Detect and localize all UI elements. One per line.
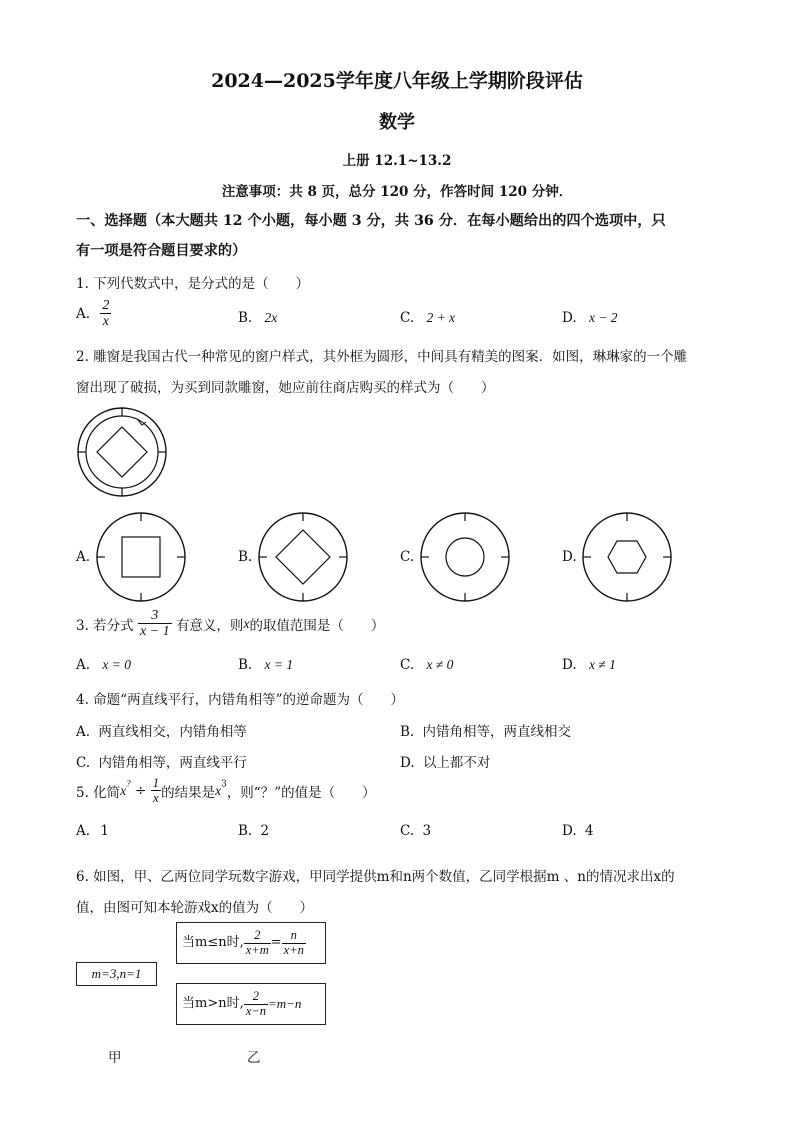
q3-frac-den: x − 1	[139, 624, 170, 640]
q4-option-c-label: C.	[76, 755, 91, 771]
q4-option-d-label: D.	[400, 755, 415, 771]
q4-option-b[interactable]	[400, 720, 571, 740]
q5-prefix: 5. 化简	[76, 784, 121, 801]
q5-frac-den: x	[151, 790, 162, 805]
q1-option-c-label: C.	[400, 310, 415, 326]
q6-stem-line2: 值，由图可知本轮游戏x的值为（ ）	[76, 900, 314, 916]
q6-rule1-frac-left	[244, 929, 271, 958]
q1-option-c-text: 2 + x	[426, 310, 456, 325]
q1-option-a[interactable]	[76, 298, 111, 330]
q6-label-yi: 乙	[247, 1050, 261, 1066]
q6-rule1-den: x+m	[245, 942, 269, 957]
q3-frac-num: 3	[151, 608, 159, 623]
q3-option-b-text: x = 1	[264, 657, 294, 672]
q5-option-d-text: 4	[584, 823, 594, 839]
q5-stem	[76, 776, 376, 806]
q3-option-c[interactable]	[400, 657, 453, 673]
q5-option-c-text: 3	[422, 823, 432, 839]
q5-option-b-label: B.	[238, 823, 253, 839]
q1-option-c[interactable]	[400, 310, 455, 326]
q1-stem: 1. 下列代数式中，是分式的是（ ）	[76, 276, 310, 292]
q3-fraction	[138, 608, 172, 640]
q3-option-c-text: x ≠ 0	[426, 657, 454, 672]
q1-option-d-label: D.	[562, 310, 577, 326]
q3-stem	[76, 608, 384, 640]
q1-option-b-label: B.	[238, 310, 253, 326]
q6-rule1-rnum: n	[290, 927, 297, 942]
q3-option-d-text: x ≠ 1	[588, 657, 616, 672]
q6-rule1-cond: 当m≤n时,	[182, 935, 244, 950]
q4-option-c-text: 内错角相等，两直线平行	[98, 755, 247, 771]
q5-base: x	[120, 782, 127, 798]
q6-rule2-den: x−n	[245, 1003, 266, 1018]
q3-option-a[interactable]	[76, 657, 131, 673]
q3-option-c-label: C.	[400, 657, 415, 673]
q6-rule1-num: 2	[254, 927, 261, 942]
q4-option-a[interactable]	[76, 720, 247, 740]
q1-option-a-fraction	[100, 298, 111, 330]
q1-option-a-den: x	[100, 313, 111, 329]
scope-line: 上册 12.1~13.2	[342, 153, 452, 169]
q5-option-d-label: D.	[562, 823, 577, 839]
subject-title: 数学	[379, 112, 415, 133]
q4-option-b-label: B.	[400, 724, 415, 740]
q6-stem-line1: 6. 如图，甲、乙两位同学玩数字游戏，甲同学提供m和n两个数值，乙同学根据m 、n的情况求出x的	[76, 869, 675, 885]
q6-rule1-frac-right	[282, 929, 306, 958]
q1-option-a-label: A.	[76, 305, 91, 322]
q6-rule1-box	[176, 922, 326, 964]
q2-option-a-label[interactable]: A.	[76, 549, 91, 565]
q5-option-d[interactable]	[562, 823, 594, 839]
q4-stem: 4. 命题“两直线平行，内错角相等”的逆命题为（ ）	[76, 692, 404, 708]
q6-input-box	[76, 962, 157, 986]
q2-option-c-label[interactable]: C.	[400, 549, 415, 565]
notice-line: 注意事项：共 8 页，总分 120 分，作答时间 120 分钟．	[221, 184, 573, 200]
q2-option-b-figure[interactable]	[257, 511, 349, 603]
q6-input-text: m=3,n=1	[91, 966, 142, 981]
q4-option-a-text: 两直线相交，内错角相等	[98, 724, 247, 740]
q6-rule2-cond: 当m>n时,	[182, 996, 244, 1011]
q6-rule1-eq: =	[270, 935, 282, 950]
q3-option-a-label: A.	[76, 657, 91, 673]
q5-frac-num: 1	[152, 775, 160, 790]
q3-option-b[interactable]	[238, 657, 293, 673]
q1-option-b-text: 2x	[264, 310, 278, 325]
q3-prefix: 3. 若分式	[76, 617, 134, 634]
q5-result-base: x	[215, 782, 222, 798]
q5-suffix: ，则“？”的值是（ ）	[226, 784, 376, 801]
q5-option-b[interactable]	[238, 823, 269, 839]
q5-exp: ?	[126, 778, 131, 789]
q5-result-exp: 3	[221, 779, 227, 790]
q5-option-a[interactable]	[76, 823, 109, 839]
q5-option-a-label: A.	[76, 823, 91, 839]
q2-stem-line2: 窗出现了破损，为买到同款雕窗，她应前往商店购买的样式为（ ）	[76, 380, 495, 396]
q1-option-b[interactable]	[238, 310, 277, 326]
broken-window-figure	[76, 406, 168, 498]
exam-title: 2024—2025学年度八年级上学期阶段评估	[211, 70, 583, 92]
q5-option-c[interactable]	[400, 823, 431, 839]
q4-option-a-label: A.	[76, 724, 91, 740]
q2-option-d-label[interactable]: D.	[562, 549, 577, 565]
q1-option-d-text: x − 2	[588, 310, 618, 325]
q5-option-c-label: C.	[400, 823, 415, 839]
q4-option-b-text: 内错角相等，两直线相交	[422, 724, 572, 740]
section-heading-line2: 有一项是符合题目要求的）	[76, 243, 247, 259]
q6-rule2-frac	[244, 990, 268, 1019]
q2-option-a-figure[interactable]	[95, 511, 187, 603]
q2-option-b-label[interactable]: B.	[238, 549, 253, 565]
q6-rule2-num: 2	[252, 988, 259, 1003]
section-heading-line1: 一、选择题（本大题共 12 个小题，每小题 3 分，共 36 分．在每小题给出的四个选项中，只	[76, 213, 666, 229]
q2-stem-line1: 2. 雕窗是我国古代一种常见的窗户样式，其外框为圆形，中间具有精美的图案．如图，琳琳家的一个雕	[76, 349, 688, 365]
q5-option-a-text: 1	[100, 823, 109, 839]
q4-option-d-text: 以上都不对	[422, 755, 491, 771]
q1-option-d[interactable]	[562, 310, 618, 326]
q2-option-c-figure[interactable]	[419, 511, 511, 603]
q6-rule2-box	[176, 983, 326, 1025]
q3-option-b-label: B.	[238, 657, 253, 673]
q6-rule2-eq: =m−n	[267, 996, 302, 1011]
q6-rule1-rden: x+n	[283, 942, 304, 957]
q5-fraction	[151, 776, 162, 806]
q3-var: x	[243, 615, 250, 631]
q4-option-c[interactable]	[76, 751, 247, 771]
q3-suffix-a: 有意义，则	[175, 617, 244, 634]
q3-suffix-b: 的取值范围是（ ）	[249, 617, 385, 634]
q4-option-d[interactable]	[400, 751, 490, 771]
q2-option-d-figure[interactable]	[581, 511, 673, 603]
q3-option-a-text: x = 0	[102, 657, 131, 672]
q5-mid: 的结果是	[161, 784, 216, 801]
q5-div: ÷	[134, 782, 147, 799]
q1-option-a-num: 2	[102, 298, 110, 313]
q6-label-jia: 甲	[108, 1050, 122, 1066]
q3-option-d-label: D.	[562, 657, 577, 673]
q5-option-b-text: 2	[260, 823, 270, 839]
q3-option-d[interactable]	[562, 657, 616, 673]
